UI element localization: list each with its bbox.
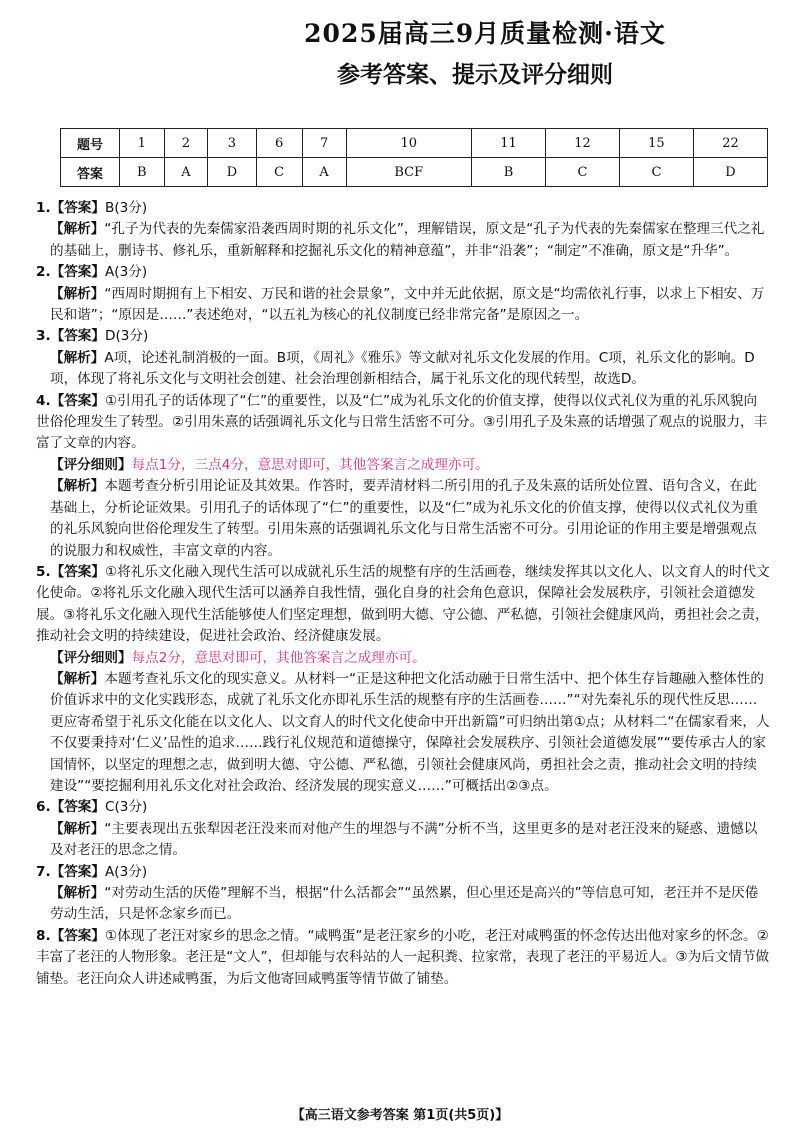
analysis-text: 本题考查礼乐文化的现实意义。从材料一“正是这种把文化活动融于日常生活中、把个体生存旨趣融入整体性的价值诉求中的文化实践形态，成就了礼乐文化亦即礼乐生活的规整有序的生活画卷……”“对先秦礼乐的现代性反思……更应寄希望于礼乐文化能在以文化人、以文育人的时代文化使命中开出新篇”可归纳出第①点；从材料二“在儒家看来，人不仅要秉持对‘仁义’品性的追求……践行礼仪规范和道德操守，保障社会发展秩序、引领社会道德发展”“要传承古人的家国情怀，以坚定的理想之志，做到明大德、守公德、严私德，引领社会健康风尚，勇担社会之责，推动社会文明的持续建设”“要挖掘利用礼乐文化对社会政治、经济发展的现实意义……”可概括出②③点。 [50, 670, 770, 794]
question-8-answer [36, 926, 770, 990]
answer-text: C(3分) [105, 799, 148, 816]
question-number: 11 [472, 129, 546, 158]
question-number: 12 [545, 129, 619, 158]
answer-cell: C [256, 158, 302, 187]
question-number: 10 [346, 129, 472, 158]
answer-label: 【答案】 [50, 927, 105, 944]
answer-text: ①体现了老汪对家乡的思念之情。“咸鸭蛋”是老汪家乡的小吃，老汪对咸鸭蛋的怀念传达出他对家乡的怀念。②丰富了老汪的人物形象。老汪是“文人”，但却能与农科站的人一起积粪、拉家常，表现了老汪的平易近人。③为后文情节做铺垫。老汪向众人讲述咸鸭蛋，为后文他寄回咸鸭蛋等情节做了铺垫。 [36, 927, 770, 987]
question-number: 8. [36, 927, 51, 944]
question-1-answer [36, 198, 770, 219]
answer-table-row-questions [61, 129, 768, 158]
question-number: 6 [256, 129, 302, 158]
analysis-label: 【解析】 [50, 285, 105, 302]
answer-cell: BCF [346, 158, 472, 187]
question-6-analysis [36, 819, 770, 862]
question-number: 4. [36, 392, 51, 409]
answer-cell: D [693, 158, 767, 187]
question-number: 2. [36, 264, 51, 281]
question-number: 3 [208, 129, 256, 158]
question-7-analysis [36, 883, 770, 926]
answer-label: 【答案】 [50, 264, 105, 281]
answer-cell: A [302, 158, 346, 187]
question-6-answer [36, 797, 770, 818]
question-2-answer [36, 262, 770, 283]
answer-text: A(3分) [105, 264, 148, 281]
question-number: 1 [120, 129, 165, 158]
question-5-answer [36, 562, 770, 648]
page-title: 2025届高三9月质量检测·语文 [304, 19, 666, 48]
question-7-answer [36, 862, 770, 883]
question-3-answer [36, 326, 770, 347]
analysis-label: 【解析】 [50, 349, 105, 366]
answer-explanations [36, 198, 770, 990]
analysis-text: “西周时期拥有上下相安、万民和谐的社会景象”，文中并无此依据，原文是“均需依礼行事，以求上下相安、万民和谐”；“原因是……”表述绝对，“以五礼为核心的礼仪制度已经非常完备”是原因之一。 [50, 285, 765, 324]
question-number: 5. [36, 563, 51, 580]
question-number: 1. [36, 200, 51, 216]
scoring-text: 每点2分，意思对即可，其他答案言之成理亦可。 [131, 649, 426, 666]
scoring-label: 【评分细则】 [50, 456, 132, 473]
question-2-analysis [36, 284, 770, 327]
scoring-label: 【评分细则】 [50, 649, 132, 666]
answer-label: 【答案】 [50, 563, 105, 580]
answer-text: ①引用孔子的话体现了“仁”的重要性，以及“仁”成为礼乐文化的价值支撑，使得以仪式礼仪为重的礼乐风貌向世俗伦理发生了转型。②引用朱熹的话强调礼乐文化与日常生活密不可分。③引用孔子及朱熹的话增强了观点的说服力，丰富了文章的内容。 [36, 392, 768, 452]
analysis-text: “对劳动生活的厌倦”理解不当，根据“什么活都会”“虽然累，但心里还是高兴的”等信息可知，老汪并不是厌倦劳动生活，只是怀念家乡而已。 [50, 885, 759, 923]
answer-table-row-answers [61, 158, 768, 187]
answer-table-row-label: 答案 [61, 158, 120, 187]
question-number: 3. [36, 328, 51, 345]
question-5-scoring [36, 648, 770, 669]
answer-text: B(3分) [105, 200, 148, 216]
answer-cell: B [120, 158, 165, 187]
question-number: 6. [36, 799, 51, 816]
question-1-analysis [36, 219, 770, 262]
analysis-label: 【解析】 [50, 885, 105, 901]
analysis-label: 【解析】 [50, 221, 105, 238]
analysis-label: 【解析】 [50, 820, 105, 837]
question-5-analysis [36, 669, 770, 797]
question-number: 7. [36, 863, 51, 880]
analysis-text: A项，论述礼制消极的一面。B项，《周礼》《雅乐》等文献对礼乐文化发展的作用。C项，礼乐文化的影响。D项，体现了将礼乐文化与文明社会创建、社会治理创新相结合，属于礼乐文化的现代转型，故选D。 [50, 349, 755, 388]
question-number: 7 [302, 129, 346, 158]
answer-text: D(3分) [105, 328, 149, 345]
page-footer: 【高三语文参考答案 第1页(共5页)】 [291, 1108, 509, 1123]
answer-cell: C [619, 158, 693, 187]
answer-label: 【答案】 [50, 328, 105, 345]
answer-text: A(3分) [105, 863, 148, 880]
page-subtitle: 参考答案、提示及评分细则 [337, 61, 613, 88]
question-number: 15 [619, 129, 693, 158]
question-number: 2 [164, 129, 208, 158]
answer-cell: B [472, 158, 546, 187]
answer-cell: D [208, 158, 256, 187]
analysis-text: “主要表现出五张犁因老汪没来而对他产生的埋怨与不满”分析不当，这里更多的是对老汪没来的疑惑、遗憾以及对老汪的思念之情。 [50, 820, 758, 859]
analysis-text: 本题考查分析引用论证及其效果。作答时，要弄清材料二所引用的孔子及朱熹的话所处位置、语句含义，在此基础上，分析论证效果。引用孔子的话体现了“仁”的重要性，以及“仁”成为礼乐文化的价值支撑，使得以仪式礼仪为重的礼乐风貌向世俗伦理发生了转型。引用朱熹的话强调礼乐文化与日常生活密不可分。引用论证的作用主要是增强观点的说服力和权威性，丰富文章的内容。 [50, 478, 758, 559]
answer-cell: C [545, 158, 619, 187]
question-4-answer [36, 391, 770, 455]
answer-label: 【答案】 [50, 863, 105, 880]
question-4-scoring [36, 455, 770, 476]
scoring-text: 每点1分，三点4分，意思对即可，其他答案言之成理亦可。 [131, 456, 489, 473]
answer-table [60, 128, 768, 187]
analysis-label: 【解析】 [50, 478, 105, 495]
answer-label: 【答案】 [50, 799, 105, 816]
question-4-analysis [36, 476, 770, 562]
answer-table-row-label: 题号 [61, 129, 120, 158]
analysis-text: “孔子为代表的先秦儒家沿袭西周时期的礼乐文化”，理解错误，原文是“孔子为代表的先秦儒家在整理三代之礼的基础上，删诗书、修礼乐，重新解释和挖掘礼乐文化的精神意蕴”，并非“沿袭”；“制定”不准确，原文是“升华”。 [50, 221, 765, 259]
question-3-analysis [36, 348, 770, 391]
answer-label: 【答案】 [50, 392, 105, 409]
answer-label: 【答案】 [50, 200, 105, 216]
answer-text: ①将礼乐文化融入现代生活可以成就礼乐生活的规整有序的生活画卷，继续发挥其以文化人、以文育人的时代文化使命。②将礼乐文化融入现代生活可以涵养自我性情，强化自身的社会角色意识，保障社会发展秩序，引领社会道德发展。③将礼乐文化融入现代生活能够使人们坚定理想，做到明大德、守公德、严私德，引领社会健康风尚，勇担社会之责，推动社会文明的持续建设，促进社会政治、经济健康发展。 [36, 563, 770, 645]
answer-cell: A [164, 158, 208, 187]
analysis-label: 【解析】 [50, 670, 105, 687]
question-number: 22 [693, 129, 767, 158]
